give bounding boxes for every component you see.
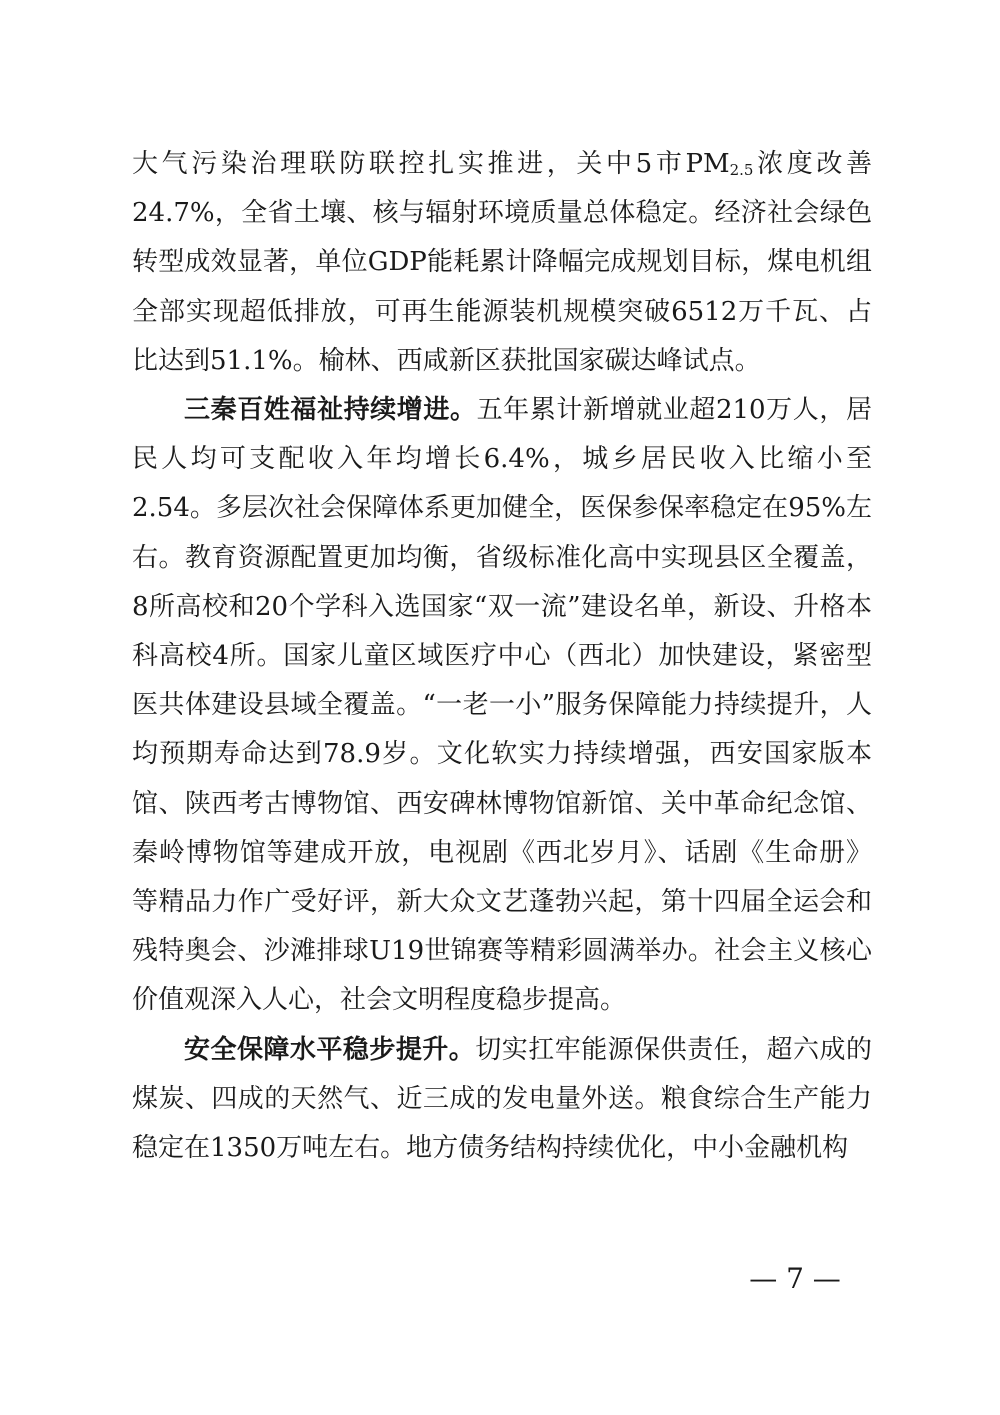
body-text: [132, 140, 872, 1173]
paragraph-welfare-text: 五年累计新增就业超210万人，居民人均可支配收入年均增长6.4%，城乡居民收入比缩小至2.54。多层次社会保障体系更加健全，医保参保率稳定在95%左右。教育资源配置更加均衡，省级标准化高中实现县区全覆盖，8所高校和20个学科入选国家“双一流”建设名单，新设、升格本科高校4所。国家儿童区域医疗中心（西北）加快建设，紧密型医共体建设县域全覆盖。“一老一小”服务保障能力持续提升，人均预期寿命达到78.9岁。文化软实力持续增强，西安国家版本馆、陕西考古博物馆、西安碑林博物馆新馆、关中革命纪念馆、秦岭博物馆等建成开放，电视剧《西北岁月》、话剧《生命册》等精品力作广受好评，新大众文艺蓬勃兴起，第十四届全运会和残特奥会、沙滩排球U19世锦赛等精彩圆满举办。社会主义核心价值观深入人心，社会文明程度稳步提高。: [132, 395, 872, 1016]
paragraph-welfare: [132, 386, 872, 1026]
page-number: — 7 —: [749, 1262, 841, 1295]
paragraph-security-lead: 安全保障水平稳步提升。: [184, 1034, 476, 1065]
paragraph-security-text: 切实扛牢能源保供责任，超六成的煤炭、四成的天然气、近三成的发电量外送。粮食综合生产能力稳定在1350万吨左右。地方债务结构持续优化，中小金融机构: [132, 1034, 872, 1164]
paragraph-welfare-lead: 三秦百姓福祉持续增进。: [184, 395, 477, 426]
paragraph-security: [132, 1026, 872, 1174]
pm-subscript: 2.5: [729, 161, 754, 179]
paragraph-environment: [132, 140, 872, 386]
paragraph-environment-text-start: 大气污染治理联防联控扎实推进，关中5市PM: [132, 149, 730, 179]
paragraph-environment-text-end: 浓度改善24.7%，全省土壤、核与辐射环境质量总体稳定。经济社会绿色转型成效显著，单位GDP能耗累计降幅完成规划目标，煤电机组全部实现超低排放，可再生能源装机规模突破6512万千瓦、占比达到51.1%。榆林、西咸新区获批国家碳达峰试点。: [132, 149, 872, 376]
